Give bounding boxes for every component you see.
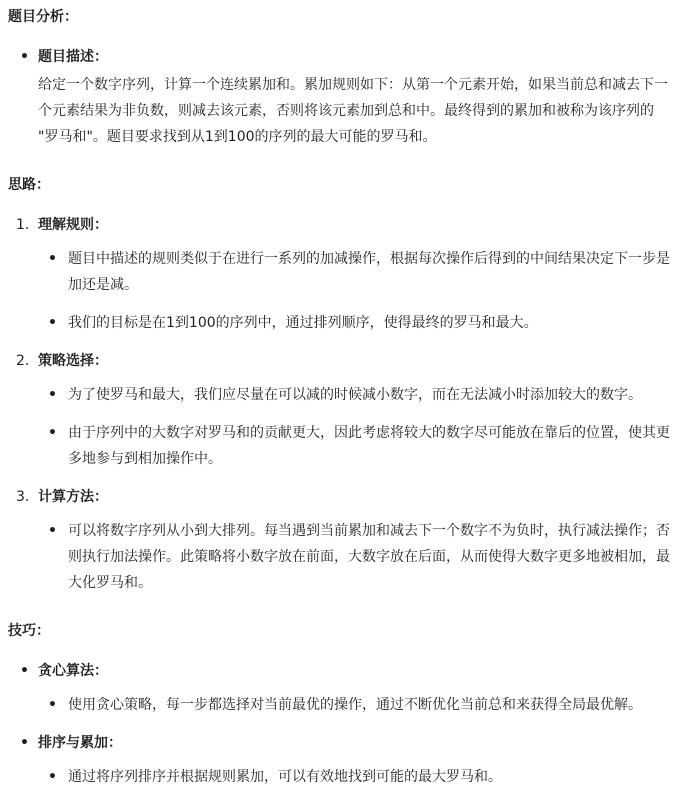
analysis-item <box>8 44 672 150</box>
section-title-tips: 技巧： <box>8 623 50 639</box>
step-points <box>38 382 672 472</box>
approach-step <box>8 348 672 472</box>
analysis-list <box>8 44 672 150</box>
tip-points <box>38 692 672 718</box>
analysis-item-label: 题目描述： <box>38 49 108 65</box>
step-label: 计算方法： <box>38 489 108 505</box>
tip-item <box>8 730 672 790</box>
tip-points <box>38 764 672 790</box>
tip-label: 排序与累加： <box>38 735 122 751</box>
step-point: • 我们的目标是在1到100的序列中，通过排列顺序，使得最终的罗马和最大。 <box>38 310 672 336</box>
step-point: • 可以将数字序列从小到大排列。每当遇到当前累加和减去下一个数字不为负时，执行减法操作；否则执行加法操作。此策略将小数字放在前面，大数字放在后面，从而使得大数字更多地被相加，最大化罗马和。 <box>38 518 672 596</box>
tips-list <box>8 658 672 790</box>
tip-item <box>8 658 672 718</box>
step-number: 2. <box>16 353 30 369</box>
analysis-item-text: 给定一个数字序列，计算一个连续累加和。累加规则如下：从第一个元素开始，如果当前总和减去下一个元素结果为非负数，则减去该元素，否则将该元素加到总和中。最终得到的累加和被称为该序列的 "罗马和"。题目要求找到从1到100的序列的最大可能的罗马和。 <box>38 77 668 145</box>
tip-label: 贪心算法： <box>38 663 108 679</box>
step-label: 理解规则： <box>38 217 108 233</box>
approach-step <box>8 484 672 596</box>
step-points <box>38 246 672 336</box>
approach-list <box>8 212 672 596</box>
step-point: • 为了使罗马和最大，我们应尽量在可以减的时候减小数字，而在无法减小时添加较大的数字。 <box>38 382 672 408</box>
tip-point: • 通过将序列排序并根据规则累加，可以有效地找到可能的最大罗马和。 <box>38 764 672 790</box>
step-point: • 题目中描述的规则类似于在进行一系列的加减操作，根据每次操作后得到的中间结果决定下一步是加还是减。 <box>38 246 672 298</box>
section-title-approach: 思路： <box>8 177 50 193</box>
approach-step <box>8 212 672 336</box>
section-title-analysis: 题目分析： <box>8 9 78 25</box>
tip-point: • 使用贪心策略，每一步都选择对当前最优的操作，通过不断优化当前总和来获得全局最优解。 <box>38 692 672 718</box>
step-number: 3. <box>16 489 30 505</box>
step-point: • 由于序列中的大数字对罗马和的贡献更大，因此考虑将较大的数字尽可能放在靠后的位置，使其更多地参与到相加操作中。 <box>38 420 672 472</box>
step-label: 策略选择： <box>38 353 108 369</box>
step-points <box>38 518 672 596</box>
step-number: 1. <box>16 217 30 233</box>
